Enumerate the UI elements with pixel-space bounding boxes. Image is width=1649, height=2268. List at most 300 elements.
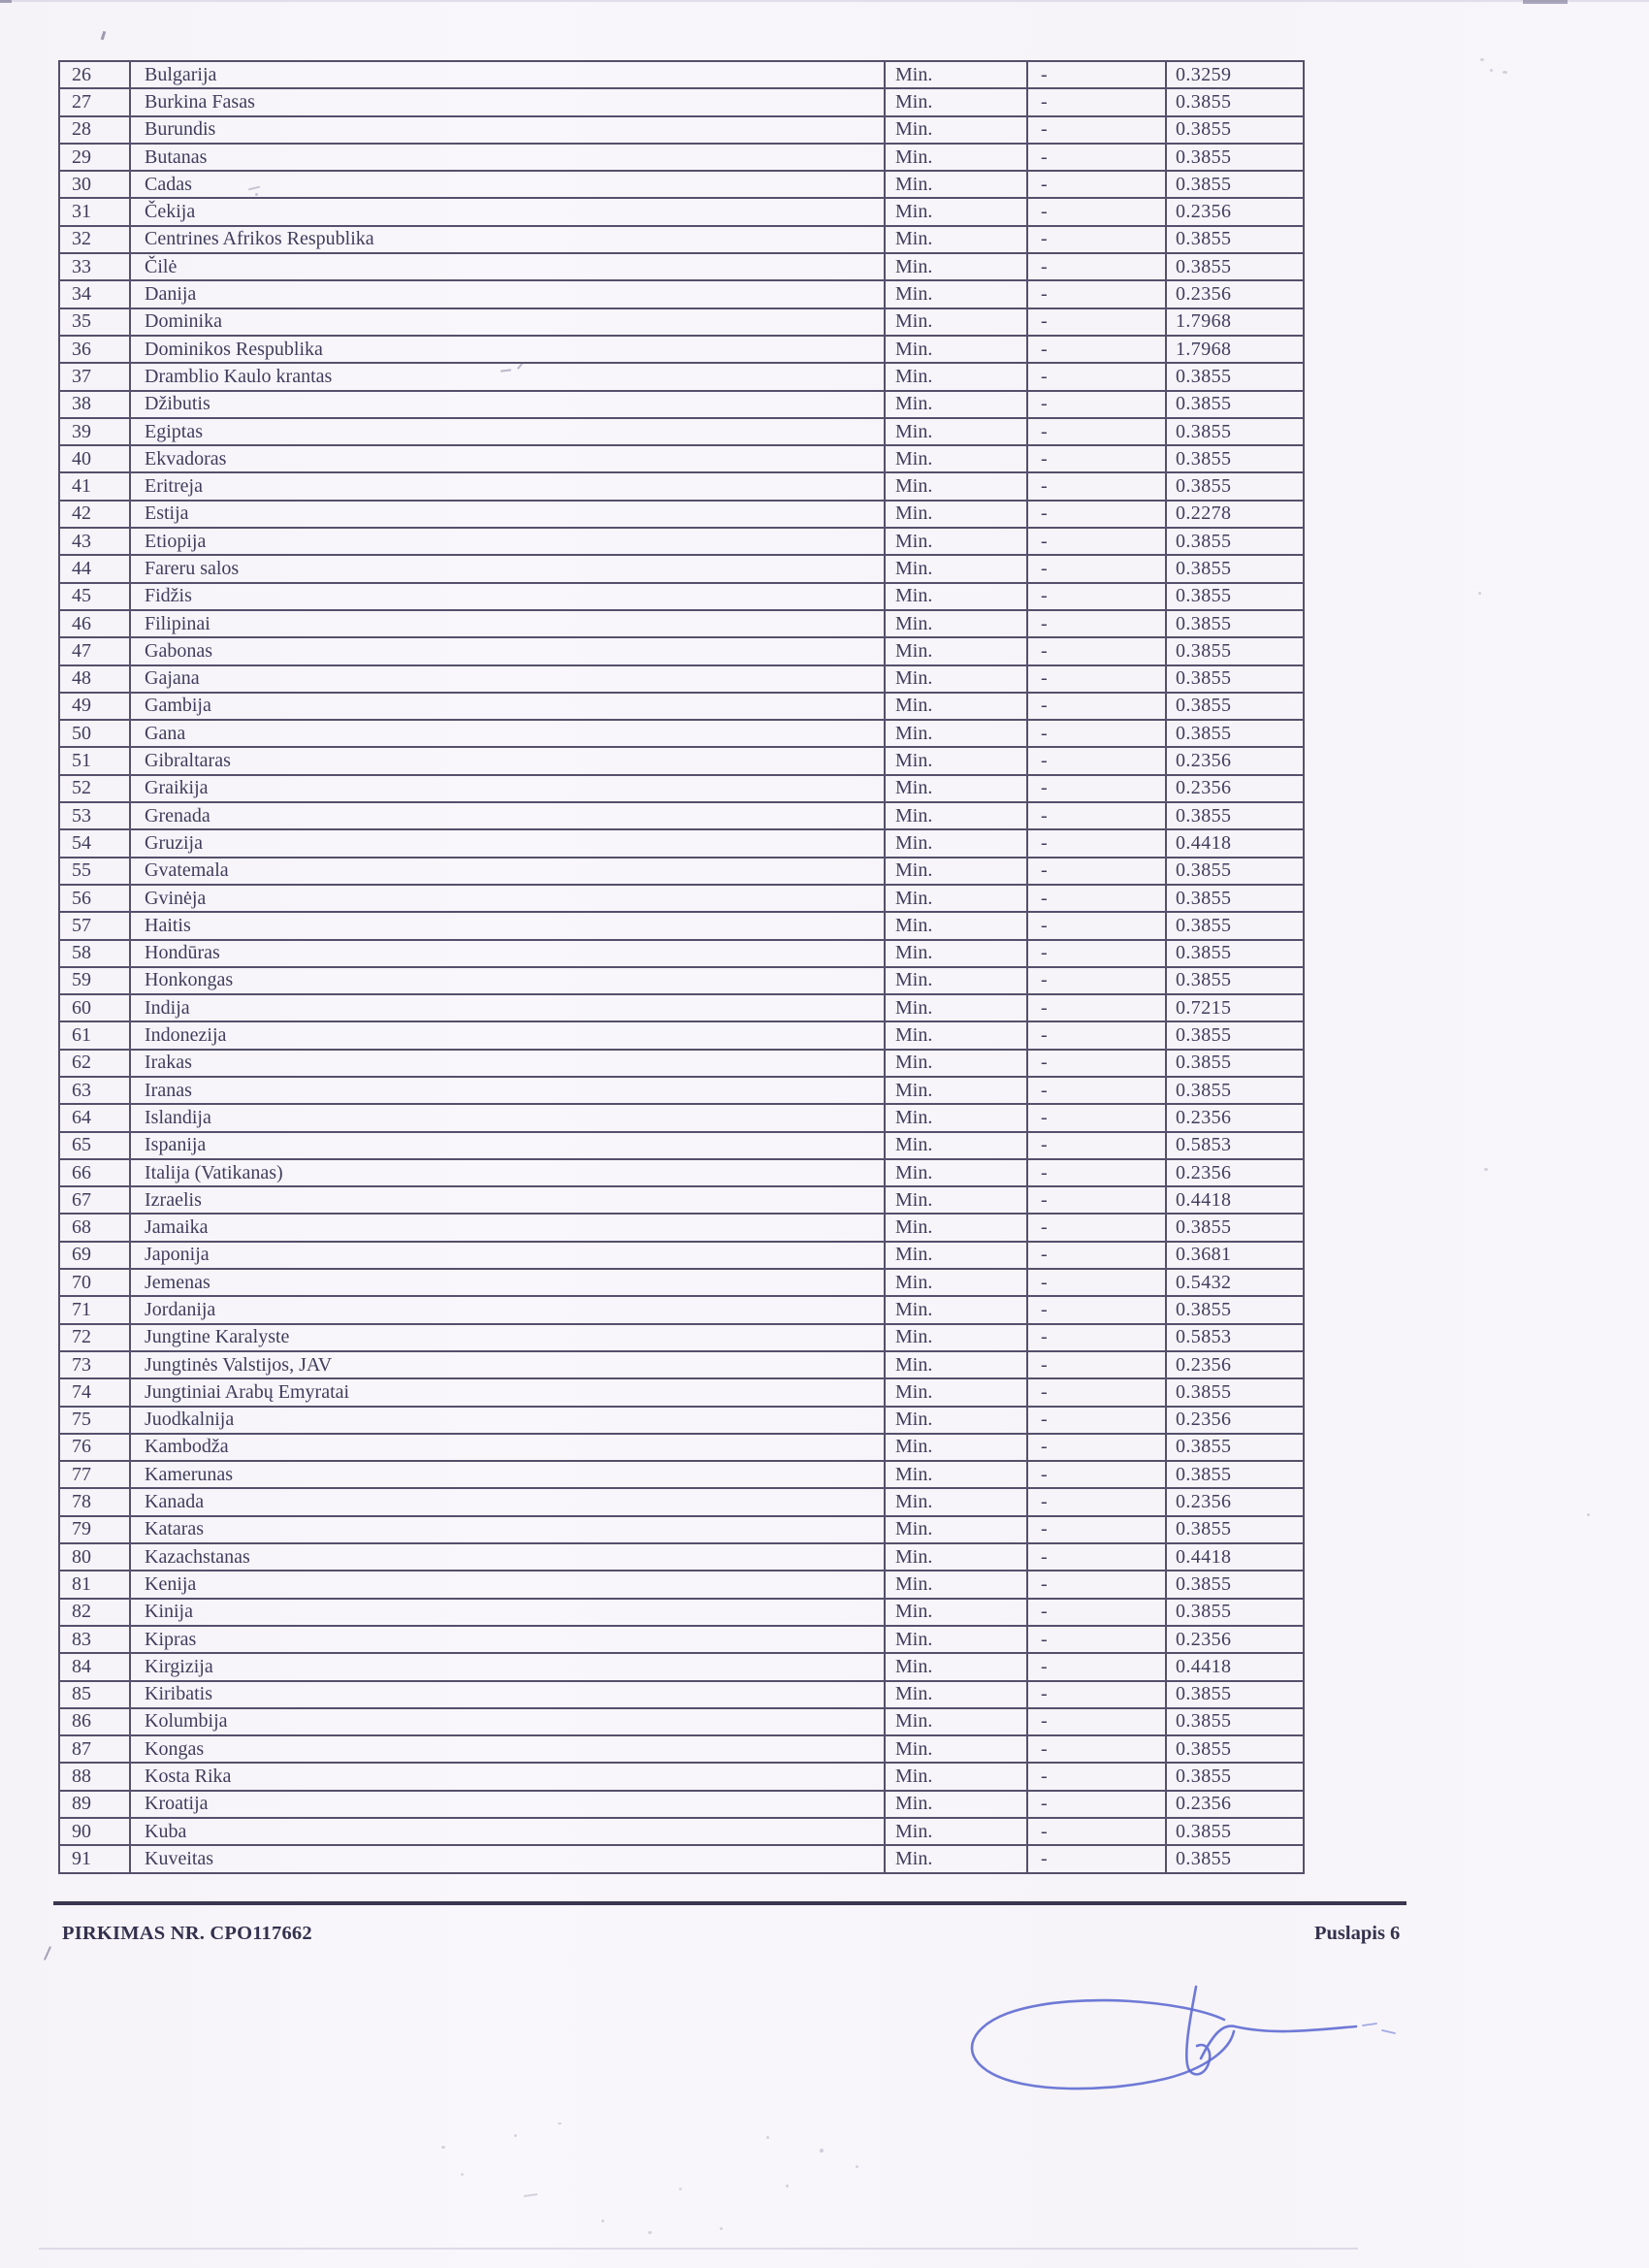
cell-separator: -: [1027, 693, 1166, 720]
cell-row-number: 42: [59, 501, 130, 528]
cell-value: 0.3855: [1166, 1845, 1304, 1872]
cell-row-number: 46: [59, 610, 130, 637]
cell-criterion: Min.: [885, 1407, 1027, 1434]
cell-row-number: 35: [59, 308, 130, 336]
cell-separator: -: [1027, 1708, 1166, 1735]
cell-criterion: Min.: [885, 858, 1027, 885]
cell-row-number: 54: [59, 829, 130, 857]
cell-separator: -: [1027, 1104, 1166, 1131]
cell-separator: -: [1027, 144, 1166, 171]
table-row: [59, 555, 1304, 582]
cell-row-number: 67: [59, 1186, 130, 1214]
cell-separator: -: [1027, 336, 1166, 363]
table-row: [59, 1407, 1304, 1434]
table-row: [59, 994, 1304, 1021]
cell-value: 0.3855: [1166, 1296, 1304, 1323]
cell-criterion: Min.: [885, 501, 1027, 528]
cell-value: 0.4418: [1166, 1186, 1304, 1214]
cell-country-name: Kenija: [130, 1571, 885, 1598]
table-row: [59, 802, 1304, 829]
cell-criterion: Min.: [885, 775, 1027, 802]
cell-separator: -: [1027, 1351, 1166, 1378]
cell-row-number: 48: [59, 665, 130, 693]
cell-separator: -: [1027, 1434, 1166, 1461]
cell-separator: -: [1027, 116, 1166, 144]
cell-criterion: Min.: [885, 1104, 1027, 1131]
cell-value: 0.3855: [1166, 144, 1304, 171]
cell-country-name: Indija: [130, 994, 885, 1021]
cell-country-name: Indonezija: [130, 1021, 885, 1049]
cell-value: 0.2356: [1166, 1626, 1304, 1653]
scan-artifact: [255, 193, 258, 196]
table-row: [59, 226, 1304, 253]
cell-row-number: 86: [59, 1708, 130, 1735]
cell-value: 0.3855: [1166, 610, 1304, 637]
cell-separator: -: [1027, 1626, 1166, 1653]
cell-country-name: Bulgarija: [130, 61, 885, 88]
cell-separator: -: [1027, 885, 1166, 912]
scan-artifact: [820, 2149, 824, 2153]
cell-country-name: Kroatija: [130, 1791, 885, 1818]
cell-value: 0.4418: [1166, 829, 1304, 857]
cell-country-name: Izraelis: [130, 1186, 885, 1214]
cell-criterion: Min.: [885, 198, 1027, 225]
table-row: [59, 858, 1304, 885]
cell-country-name: Kanada: [130, 1488, 885, 1515]
cell-separator: -: [1027, 1516, 1166, 1543]
table-row: [59, 336, 1304, 363]
cell-criterion: Min.: [885, 802, 1027, 829]
cell-criterion: Min.: [885, 1434, 1027, 1461]
cell-criterion: Min.: [885, 720, 1027, 747]
cell-row-number: 47: [59, 637, 130, 664]
cell-value: 0.3855: [1166, 940, 1304, 967]
cell-separator: -: [1027, 391, 1166, 418]
cell-row-number: 88: [59, 1763, 130, 1790]
cell-separator: -: [1027, 1296, 1166, 1323]
cell-criterion: Min.: [885, 665, 1027, 693]
cell-separator: -: [1027, 308, 1166, 336]
cell-criterion: Min.: [885, 1626, 1027, 1653]
cell-country-name: Japonija: [130, 1242, 885, 1269]
table-row: [59, 445, 1304, 472]
purchase-number-label: PIRKIMAS NR. CPO117662: [62, 1923, 312, 1944]
cell-row-number: 74: [59, 1378, 130, 1406]
table-row: [59, 665, 1304, 693]
scan-artifact: [1478, 592, 1481, 595]
countries-table: [58, 60, 1305, 1874]
scan-artifact: [786, 2185, 789, 2187]
cell-country-name: Eritreja: [130, 472, 885, 500]
scan-artifact: [679, 2187, 682, 2190]
cell-separator: -: [1027, 528, 1166, 555]
cell-row-number: 66: [59, 1159, 130, 1186]
cell-separator: -: [1027, 1242, 1166, 1269]
signature-scribble-stroke: [1186, 1987, 1356, 2074]
scan-artifact: [1490, 69, 1493, 72]
cell-criterion: Min.: [885, 829, 1027, 857]
cell-separator: -: [1027, 1571, 1166, 1598]
cell-row-number: 72: [59, 1324, 130, 1351]
cell-row-number: 77: [59, 1461, 130, 1488]
cell-separator: -: [1027, 253, 1166, 280]
cell-row-number: 45: [59, 583, 130, 610]
cell-separator: -: [1027, 637, 1166, 664]
table-row: [59, 1021, 1304, 1049]
cell-value: 0.3259: [1166, 61, 1304, 88]
cell-value: 0.3855: [1166, 1763, 1304, 1790]
cell-separator: -: [1027, 1407, 1166, 1434]
cell-criterion: Min.: [885, 1488, 1027, 1515]
cell-separator: -: [1027, 171, 1166, 198]
cell-country-name: Kongas: [130, 1735, 885, 1763]
page-number-label: Puslapis 6: [1314, 1923, 1401, 1944]
cell-value: 0.2356: [1166, 198, 1304, 225]
cell-value: 0.3855: [1166, 1818, 1304, 1845]
cell-value: 0.3855: [1166, 445, 1304, 472]
cell-separator: -: [1027, 501, 1166, 528]
cell-criterion: Min.: [885, 418, 1027, 445]
cell-row-number: 76: [59, 1434, 130, 1461]
cell-row-number: 30: [59, 171, 130, 198]
cell-value: 0.3855: [1166, 418, 1304, 445]
cell-separator: -: [1027, 363, 1166, 390]
cell-row-number: 27: [59, 88, 130, 115]
cell-value: 0.3855: [1166, 720, 1304, 747]
cell-row-number: 40: [59, 445, 130, 472]
cell-separator: -: [1027, 775, 1166, 802]
cell-value: 0.3855: [1166, 1571, 1304, 1598]
cell-separator: -: [1027, 1488, 1166, 1515]
cell-separator: -: [1027, 940, 1166, 967]
cell-separator: -: [1027, 829, 1166, 857]
cell-criterion: Min.: [885, 1324, 1027, 1351]
cell-row-number: 43: [59, 528, 130, 555]
cell-country-name: Gibraltaras: [130, 747, 885, 774]
cell-row-number: 29: [59, 144, 130, 171]
cell-row-number: 32: [59, 226, 130, 253]
table-row: [59, 940, 1304, 967]
cell-criterion: Min.: [885, 1050, 1027, 1077]
cell-value: 0.2278: [1166, 501, 1304, 528]
cell-country-name: Gvatemala: [130, 858, 885, 885]
cell-row-number: 52: [59, 775, 130, 802]
cell-separator: -: [1027, 418, 1166, 445]
scan-artifact: [1503, 71, 1507, 74]
table-row: [59, 912, 1304, 939]
table-row: [59, 1626, 1304, 1653]
scan-artifact: [0, 0, 1649, 2]
cell-criterion: Min.: [885, 994, 1027, 1021]
cell-separator: -: [1027, 445, 1166, 472]
cell-separator: -: [1027, 1543, 1166, 1571]
cell-country-name: Hondūras: [130, 940, 885, 967]
cell-row-number: 68: [59, 1214, 130, 1241]
cell-separator: -: [1027, 198, 1166, 225]
cell-row-number: 26: [59, 61, 130, 88]
cell-country-name: Haitis: [130, 912, 885, 939]
table-row: [59, 967, 1304, 994]
table-row: [59, 1296, 1304, 1323]
table-row: [59, 1186, 1304, 1214]
cell-row-number: 61: [59, 1021, 130, 1049]
table-row: [59, 1242, 1304, 1269]
scan-artifact: [101, 31, 106, 40]
table-row: [59, 1159, 1304, 1186]
scan-artifact: [441, 2146, 445, 2149]
scan-artifact: [766, 2136, 769, 2139]
cell-separator: -: [1027, 858, 1166, 885]
cell-row-number: 80: [59, 1543, 130, 1571]
cell-criterion: Min.: [885, 88, 1027, 115]
cell-criterion: Min.: [885, 912, 1027, 939]
cell-country-name: Kazachstanas: [130, 1543, 885, 1571]
cell-separator: -: [1027, 747, 1166, 774]
cell-value: 0.3855: [1166, 1681, 1304, 1708]
cell-country-name: Estija: [130, 501, 885, 528]
cell-criterion: Min.: [885, 391, 1027, 418]
cell-row-number: 82: [59, 1599, 130, 1626]
cell-separator: -: [1027, 1214, 1166, 1241]
cell-criterion: Min.: [885, 1186, 1027, 1214]
cell-row-number: 58: [59, 940, 130, 967]
cell-row-number: 69: [59, 1242, 130, 1269]
cell-criterion: Min.: [885, 885, 1027, 912]
cell-criterion: Min.: [885, 967, 1027, 994]
table-row: [59, 1818, 1304, 1845]
cell-country-name: Centrines Afrikos Respublika: [130, 226, 885, 253]
cell-separator: -: [1027, 1269, 1166, 1296]
cell-row-number: 34: [59, 280, 130, 308]
cell-separator: -: [1027, 967, 1166, 994]
cell-row-number: 50: [59, 720, 130, 747]
table-row: [59, 171, 1304, 198]
cell-country-name: Juodkalnija: [130, 1407, 885, 1434]
cell-value: 0.3855: [1166, 693, 1304, 720]
cell-value: 0.3855: [1166, 1599, 1304, 1626]
cell-separator: -: [1027, 1050, 1166, 1077]
table-row: [59, 1269, 1304, 1296]
cell-value: 0.3855: [1166, 226, 1304, 253]
cell-value: 0.2356: [1166, 1159, 1304, 1186]
cell-value: 0.3855: [1166, 1708, 1304, 1735]
table-row: [59, 1845, 1304, 1872]
cell-row-number: 87: [59, 1735, 130, 1763]
scan-artifact: [720, 2227, 723, 2230]
table-row: [59, 528, 1304, 555]
cell-row-number: 36: [59, 336, 130, 363]
cell-criterion: Min.: [885, 637, 1027, 664]
cell-criterion: Min.: [885, 1571, 1027, 1598]
footer-divider-rule: [53, 1901, 1406, 1905]
cell-row-number: 41: [59, 472, 130, 500]
table-row: [59, 775, 1304, 802]
cell-value: 0.3681: [1166, 1242, 1304, 1269]
cell-country-name: Kirgizija: [130, 1653, 885, 1680]
table-row: [59, 1461, 1304, 1488]
cell-row-number: 84: [59, 1653, 130, 1680]
cell-criterion: Min.: [885, 1516, 1027, 1543]
cell-row-number: 70: [59, 1269, 130, 1296]
cell-value: 0.2356: [1166, 1791, 1304, 1818]
cell-value: 0.3855: [1166, 665, 1304, 693]
cell-criterion: Min.: [885, 61, 1027, 88]
cell-value: 0.3855: [1166, 555, 1304, 582]
scan-artifact: [856, 2165, 858, 2168]
cell-criterion: Min.: [885, 1708, 1027, 1735]
cell-country-name: Ekvadoras: [130, 445, 885, 472]
cell-separator: -: [1027, 1818, 1166, 1845]
cell-value: 0.3855: [1166, 391, 1304, 418]
cell-separator: -: [1027, 88, 1166, 115]
cell-row-number: 83: [59, 1626, 130, 1653]
cell-criterion: Min.: [885, 171, 1027, 198]
cell-country-name: Dramblio Kaulo krantas: [130, 363, 885, 390]
cell-country-name: Jamaika: [130, 1214, 885, 1241]
cell-separator: -: [1027, 555, 1166, 582]
cell-value: 1.7968: [1166, 308, 1304, 336]
cell-separator: -: [1027, 226, 1166, 253]
cell-country-name: Fidžis: [130, 583, 885, 610]
cell-separator: -: [1027, 1159, 1166, 1186]
table-row: [59, 1653, 1304, 1680]
table-row: [59, 693, 1304, 720]
table-row: [59, 1488, 1304, 1515]
cell-criterion: Min.: [885, 1159, 1027, 1186]
cell-country-name: Jungtine Karalyste: [130, 1324, 885, 1351]
table-row: [59, 1434, 1304, 1461]
cell-separator: -: [1027, 1132, 1166, 1159]
table-row: [59, 1104, 1304, 1131]
table-row: [59, 1735, 1304, 1763]
cell-separator: -: [1027, 665, 1166, 693]
cell-value: 0.5853: [1166, 1324, 1304, 1351]
table-row: [59, 1763, 1304, 1790]
cell-value: 0.3855: [1166, 363, 1304, 390]
cell-row-number: 57: [59, 912, 130, 939]
cell-criterion: Min.: [885, 1818, 1027, 1845]
cell-separator: -: [1027, 1324, 1166, 1351]
cell-country-name: Danija: [130, 280, 885, 308]
cell-row-number: 73: [59, 1351, 130, 1378]
cell-country-name: Gvinėja: [130, 885, 885, 912]
cell-row-number: 59: [59, 967, 130, 994]
scan-artifact: [39, 2248, 1358, 2250]
cell-separator: -: [1027, 912, 1166, 939]
cell-value: 0.3855: [1166, 88, 1304, 115]
cell-value: 0.3855: [1166, 1050, 1304, 1077]
cell-value: 0.5432: [1166, 1269, 1304, 1296]
scan-artifact: [461, 2173, 464, 2176]
cell-country-name: Dominikos Respublika: [130, 336, 885, 363]
cell-criterion: Min.: [885, 1599, 1027, 1626]
cell-criterion: Min.: [885, 1351, 1027, 1378]
scan-artifact: [514, 2134, 517, 2137]
cell-country-name: Cadas: [130, 171, 885, 198]
cell-country-name: Čekija: [130, 198, 885, 225]
table-row: [59, 198, 1304, 225]
cell-country-name: Gabonas: [130, 637, 885, 664]
cell-value: 0.2356: [1166, 1351, 1304, 1378]
cell-criterion: Min.: [885, 1461, 1027, 1488]
cell-value: 0.3855: [1166, 1021, 1304, 1049]
cell-country-name: Kiribatis: [130, 1681, 885, 1708]
cell-country-name: Kuba: [130, 1818, 885, 1845]
cell-row-number: 89: [59, 1791, 130, 1818]
cell-criterion: Min.: [885, 1845, 1027, 1872]
cell-criterion: Min.: [885, 583, 1027, 610]
cell-value: 0.3855: [1166, 802, 1304, 829]
cell-row-number: 51: [59, 747, 130, 774]
cell-criterion: Min.: [885, 940, 1027, 967]
table-row: [59, 829, 1304, 857]
cell-value: 0.3855: [1166, 885, 1304, 912]
cell-value: 0.5853: [1166, 1132, 1304, 1159]
cell-country-name: Islandija: [130, 1104, 885, 1131]
cell-value: 0.3855: [1166, 967, 1304, 994]
cell-country-name: Čilė: [130, 253, 885, 280]
scan-artifact: [0, 0, 12, 3]
cell-row-number: 71: [59, 1296, 130, 1323]
cell-criterion: Min.: [885, 1763, 1027, 1790]
cell-separator: -: [1027, 1845, 1166, 1872]
cell-value: 0.4418: [1166, 1543, 1304, 1571]
cell-value: 0.3855: [1166, 1461, 1304, 1488]
table-row: [59, 418, 1304, 445]
cell-value: 0.3855: [1166, 858, 1304, 885]
cell-criterion: Min.: [885, 253, 1027, 280]
cell-row-number: 56: [59, 885, 130, 912]
cell-separator: -: [1027, 1461, 1166, 1488]
cell-separator: -: [1027, 1186, 1166, 1214]
table-row: [59, 1516, 1304, 1543]
cell-country-name: Jordanija: [130, 1296, 885, 1323]
table-row: [59, 1324, 1304, 1351]
countries-table-body: [59, 61, 1304, 1873]
cell-row-number: 60: [59, 994, 130, 1021]
cell-criterion: Min.: [885, 1021, 1027, 1049]
cell-criterion: Min.: [885, 1077, 1027, 1104]
cell-value: 0.3855: [1166, 637, 1304, 664]
cell-row-number: 91: [59, 1845, 130, 1872]
cell-value: 0.3855: [1166, 1434, 1304, 1461]
cell-criterion: Min.: [885, 1653, 1027, 1680]
cell-criterion: Min.: [885, 1132, 1027, 1159]
cell-value: 0.3855: [1166, 528, 1304, 555]
cell-criterion: Min.: [885, 1791, 1027, 1818]
cell-value: 0.3855: [1166, 912, 1304, 939]
cell-row-number: 55: [59, 858, 130, 885]
table-row: [59, 1077, 1304, 1104]
cell-value: 0.2356: [1166, 1104, 1304, 1131]
scan-artifact: [44, 1946, 51, 1960]
cell-row-number: 78: [59, 1488, 130, 1515]
table-row: [59, 501, 1304, 528]
table-row: [59, 1708, 1304, 1735]
cell-value: 1.7968: [1166, 336, 1304, 363]
cell-separator: -: [1027, 994, 1166, 1021]
cell-separator: -: [1027, 1681, 1166, 1708]
handwritten-signature: [931, 1974, 1416, 2120]
cell-value: 0.3855: [1166, 253, 1304, 280]
cell-country-name: Dominika: [130, 308, 885, 336]
cell-value: 0.3855: [1166, 472, 1304, 500]
table-row: [59, 885, 1304, 912]
cell-row-number: 44: [59, 555, 130, 582]
cell-country-name: Iranas: [130, 1077, 885, 1104]
cell-country-name: Jungtiniai Arabų Emyratai: [130, 1378, 885, 1406]
cell-criterion: Min.: [885, 610, 1027, 637]
